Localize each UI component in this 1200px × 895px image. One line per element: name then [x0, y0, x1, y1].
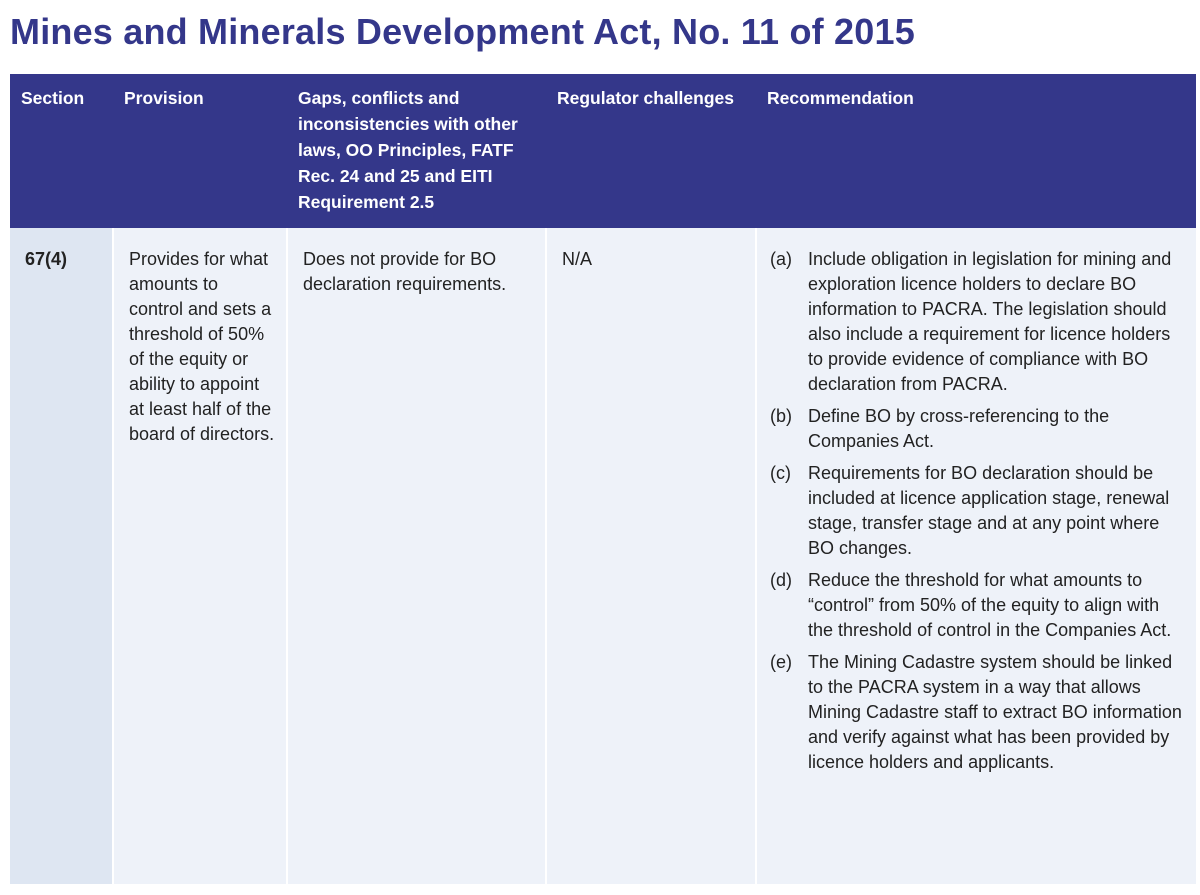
- recommendation-text: Include obligation in legislation for mining and exploration licence holders to declare BO information to PACRA. The legislation should also include a requirement for licence holders to provide evidence of compliance with BO declaration from PACRA.: [808, 249, 1172, 394]
- recommendation-marker: (a): [770, 249, 792, 269]
- cell-provision: Provides for what amounts to control and sets a threshold of 50% of the equity or ability to appoint at least half of the board of directors.: [113, 228, 287, 884]
- header-section: Section: [10, 74, 113, 228]
- analysis-table: [10, 74, 1196, 884]
- recommendation-text: The Mining Cadastre system should be linked to the PACRA system in a way that allows Mining Cadastre staff to extract BO information and verify against what has been provided by licence holders and applicants.: [808, 652, 1182, 772]
- list-item: [770, 568, 1188, 643]
- cell-regulator-challenges: N/A: [546, 228, 756, 884]
- page-title: Mines and Minerals Development Act, No. 11 of 2015: [10, 11, 915, 52]
- cell-gaps: Does not provide for BO declaration requirements.: [287, 228, 546, 884]
- list-item: [770, 247, 1188, 397]
- recommendation-marker: (e): [770, 652, 792, 672]
- list-item: [770, 461, 1188, 561]
- recommendation-marker: (b): [770, 406, 792, 426]
- analysis-table-container: [10, 74, 1196, 884]
- cell-recommendation: [756, 228, 1196, 884]
- recommendation-text: Requirements for BO declaration should be included at licence application stage, renewal stage, transfer stage and at any point where BO changes.: [808, 463, 1170, 558]
- recommendation-list: [770, 247, 1188, 775]
- recommendation-text: Reduce the threshold for what amounts to “control” from 50% of the equity to align with the threshold of control in the Companies Act.: [808, 570, 1172, 640]
- header-recommendation: Recommendation: [756, 74, 1196, 228]
- cell-section: 67(4): [10, 228, 113, 884]
- recommendation-text: Define BO by cross-referencing to the Companies Act.: [808, 406, 1110, 451]
- table-header: [10, 74, 1196, 228]
- header-gaps: Gaps, conflicts and inconsistencies with other laws, OO Principles, FATF Rec. 24 and 25 and EITI Requirement 2.5: [287, 74, 546, 228]
- table-row: [10, 228, 1196, 884]
- header-regulator-challenges: Regulator challenges: [546, 74, 756, 228]
- table-body: [10, 228, 1196, 884]
- list-item: [770, 404, 1188, 454]
- recommendation-marker: (d): [770, 570, 792, 590]
- list-item: [770, 650, 1188, 775]
- header-row: [10, 74, 1196, 228]
- header-provision: Provision: [113, 74, 287, 228]
- recommendation-marker: (c): [770, 463, 791, 483]
